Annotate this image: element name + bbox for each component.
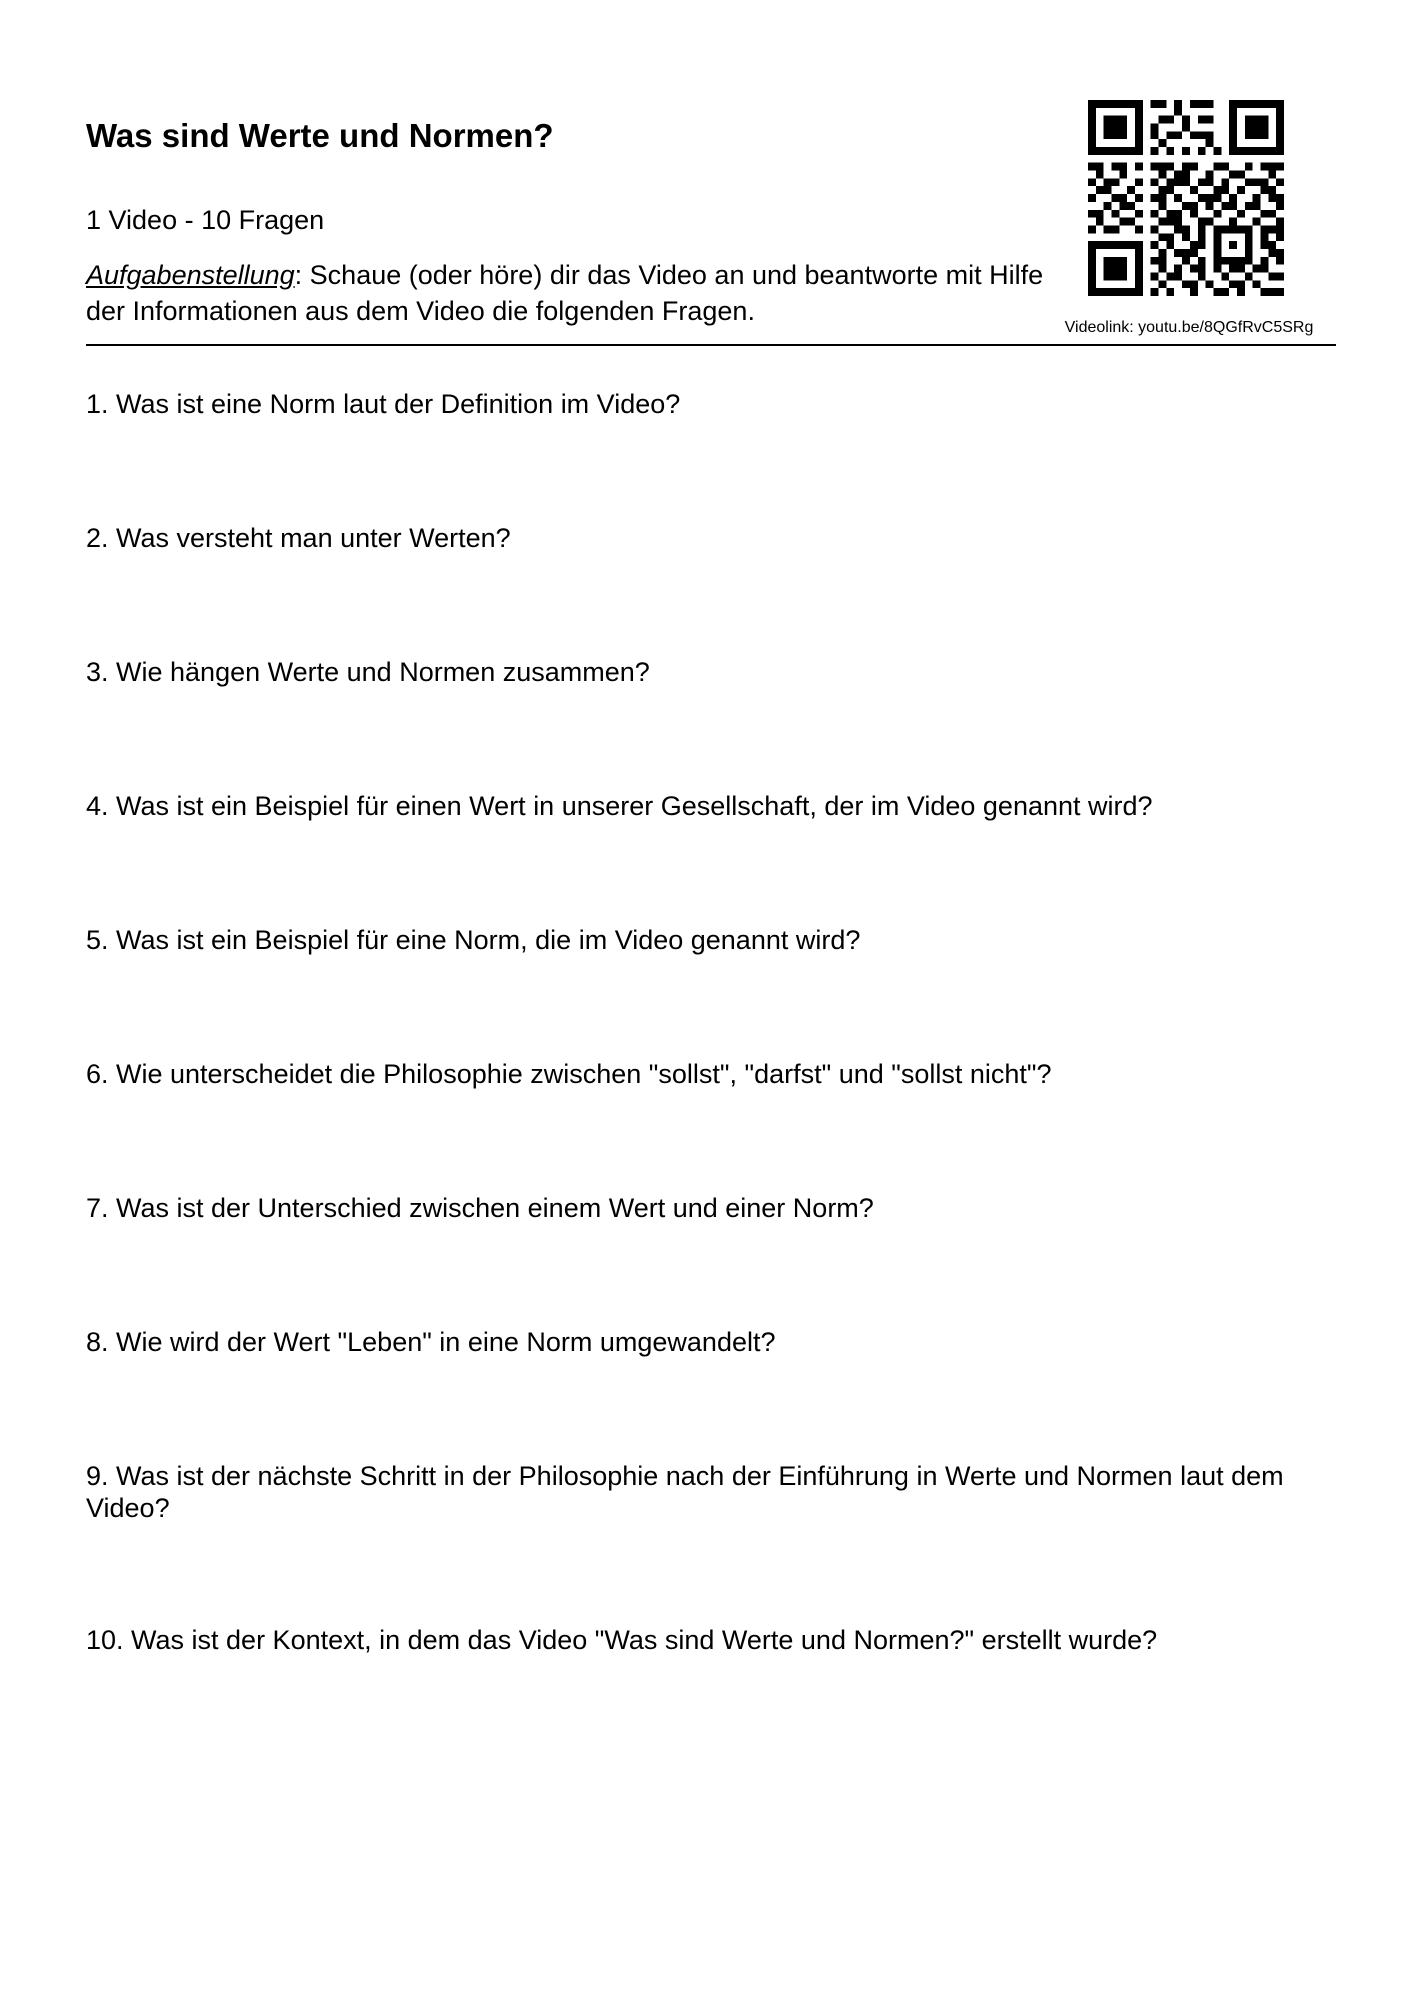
worksheet-title: Was sind Werte und Normen? — [86, 117, 554, 154]
question-5: 5. Was ist ein Beispiel für eine Norm, die im Video genannt wird? — [86, 925, 861, 955]
instruction-text: : Schaue (oder höre) dir das Video an und beantworte mit Hilfe der Informationen aus dem Video die folgenden Fragen. — [86, 260, 1044, 326]
question-2: 2. Was versteht man unter Werten? — [86, 523, 511, 553]
qr-code-icon — [1088, 100, 1284, 296]
question-7: 7. Was ist der Unterschied zwischen einem Wert und einer Norm? — [86, 1193, 874, 1223]
question-6: 6. Wie unterscheidet die Philosophie zwischen "sollst", "darfst" und "sollst nicht"? — [86, 1059, 1052, 1089]
instruction-label: Aufgabenstellung — [86, 260, 295, 290]
question-3: 3. Wie hängen Werte und Normen zusammen? — [86, 657, 650, 687]
instruction-paragraph — [86, 257, 1046, 329]
worksheet-subtitle: 1 Video - 10 Fragen — [86, 205, 325, 235]
question-8: 8. Wie wird der Wert "Leben" in eine Norm umgewandelt? — [86, 1327, 776, 1357]
question-1: 1. Was ist eine Norm laut der Definition im Video? — [86, 389, 681, 419]
question-4: 4. Was ist ein Beispiel für einen Wert in unserer Gesellschaft, der im Video genannt wird? — [86, 791, 1153, 821]
video-link-text: Videolink: youtu.be/8QGfRvC5SRg — [1064, 319, 1314, 336]
question-10: 10. Was ist der Kontext, in dem das Video "Was sind Werte und Normen?" erstellt wurde? — [86, 1625, 1158, 1655]
question-9: 9. Was ist der nächste Schritt in der Philosophie nach der Einführung in Werte und Normen laut dem Video? — [86, 1461, 1284, 1523]
header-divider — [86, 344, 1336, 346]
